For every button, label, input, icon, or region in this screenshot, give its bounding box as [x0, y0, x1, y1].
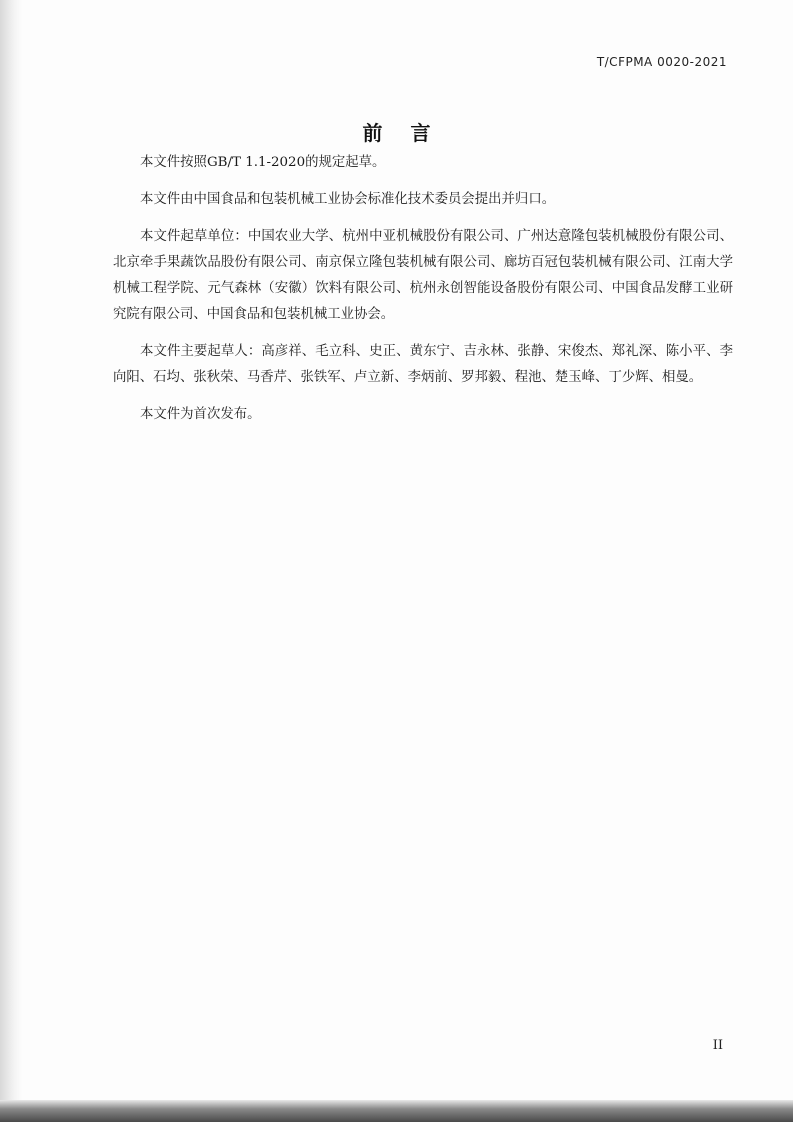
document-code: T/CFPMA 0020-2021: [596, 55, 727, 69]
page-title: 前言: [362, 121, 459, 145]
paragraph-drafting-units: 本文件起草单位：中国农业大学、杭州中亚机械股份有限公司、广州达意隆包装机械股份有限公司、北京牵手果蔬饮品股份有限公司、南京保立隆包装机械有限公司、廊坊百冠包装机械有限公司、江南大学机械工程学院、元气森林（安徽）饮料有限公司、杭州永创智能设备股份有限公司、中国食品发酵工业研究院有限公司、中国食品和包装机械工业协会。: [113, 229, 733, 322]
scan-edge-left: [0, 0, 22, 1100]
paragraph-main-drafters: 本文件主要起草人：高彦祥、毛立科、史正、黄东宁、吉永林、张静、宋俊杰、郑礼深、陈小平、李向阳、石均、张秋荣、马香芹、张铁军、卢立新、李炳前、罗邦毅、程池、楚玉峰、丁少辉、相曼。: [113, 344, 733, 385]
scan-edge-bottom: [0, 1100, 793, 1122]
paragraph-first-release: 本文件为首次发布。: [140, 407, 261, 422]
page-number: II: [712, 1038, 723, 1053]
paragraph-drafting-rules: 本文件按照GB/T 1.1-2020的规定起草。: [140, 155, 386, 170]
document-body: [113, 150, 733, 439]
paragraph-proposer: 本文件由中国食品和包装机械工业协会标准化技术委员会提出并归口。: [140, 192, 556, 207]
